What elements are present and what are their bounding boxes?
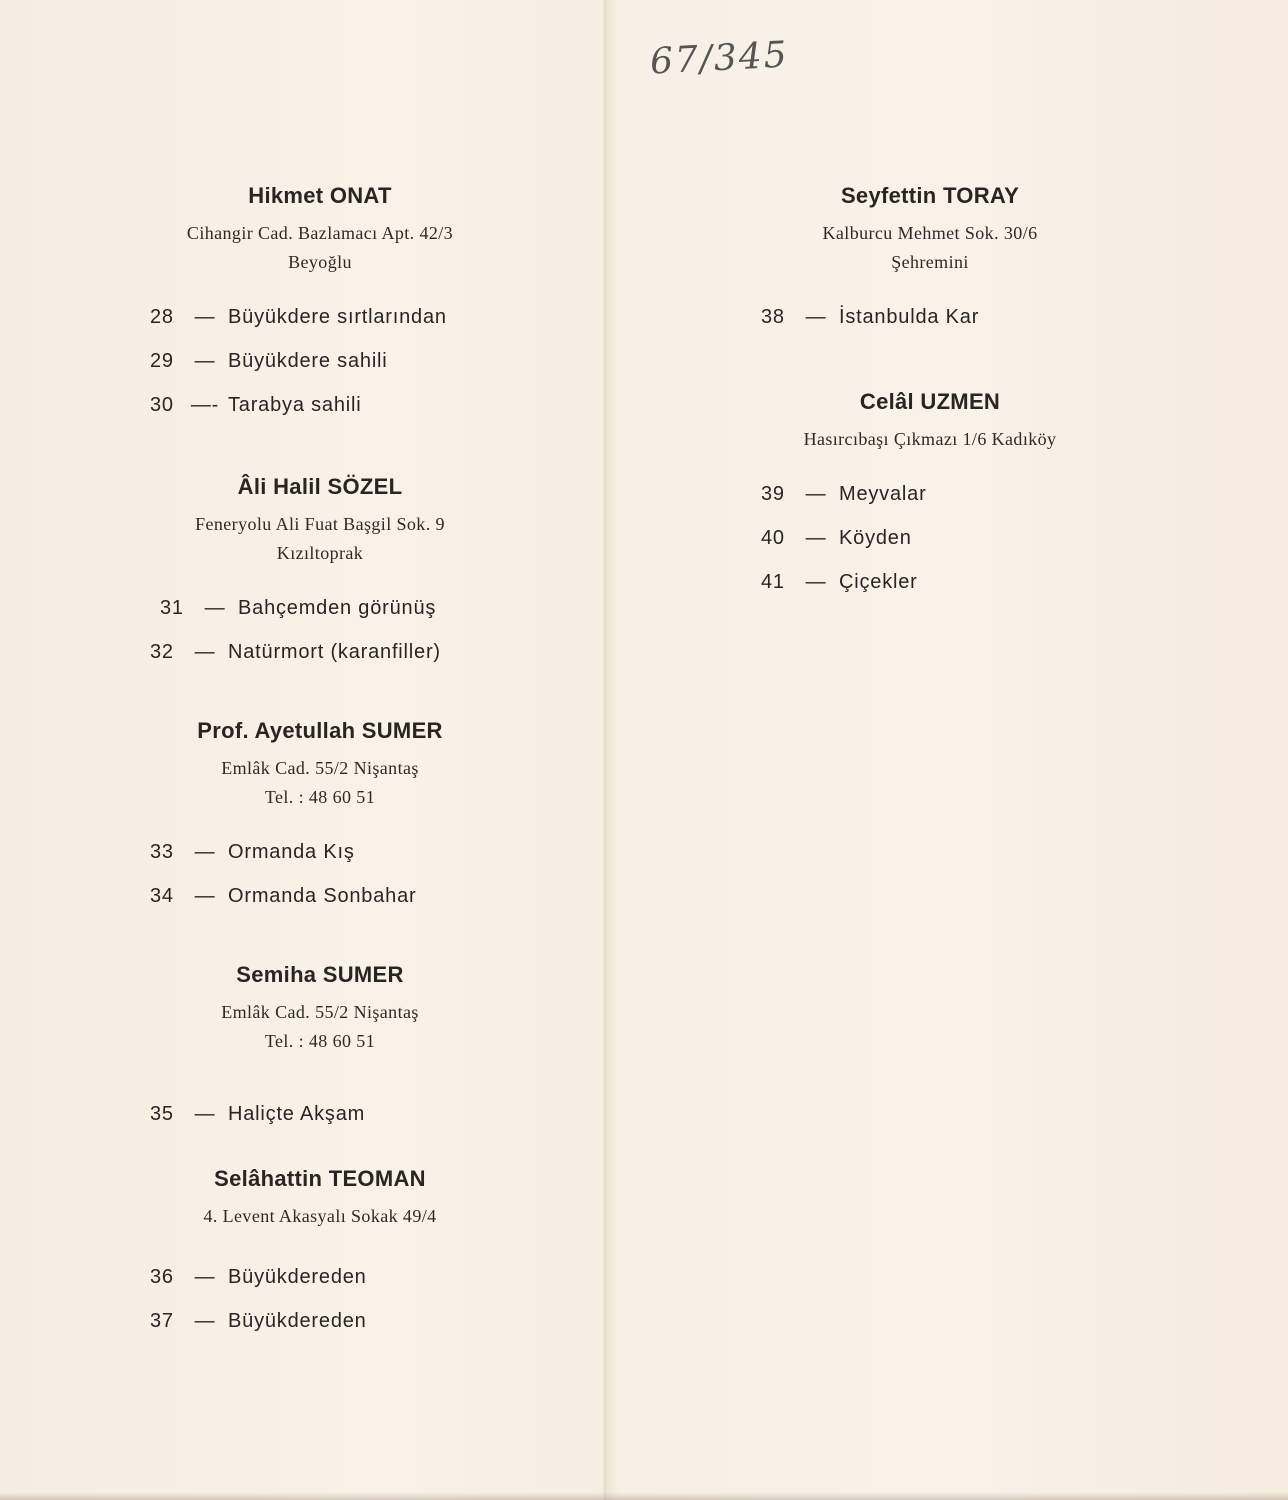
handwritten-catalog-number: 67/345 <box>649 34 790 83</box>
work-item <box>761 472 1105 516</box>
work-dash: — <box>194 641 216 663</box>
work-title: Büyükdereden <box>228 1310 367 1332</box>
work-title: Bahçemden görünüş <box>238 597 437 619</box>
works-list <box>150 1255 510 1343</box>
address-line: Emlâk Cad. 55/2 Nişantaş <box>221 758 419 778</box>
work-dash: — <box>194 1266 216 1288</box>
work-number: 28 <box>150 306 174 328</box>
artist-name: Prof. Ayetullah SUMER <box>197 718 443 743</box>
work-dash: —- <box>190 394 220 416</box>
artist-address <box>130 510 510 568</box>
address-line: Emlâk Cad. 55/2 Nişantaş <box>221 1002 419 1022</box>
work-title: Tarabya sahili <box>228 394 362 416</box>
work-title: Haliçte Akşam <box>228 1103 366 1125</box>
artist-entry <box>130 1166 510 1343</box>
artist-name: Hikmet ONAT <box>248 183 392 208</box>
work-item <box>150 295 510 339</box>
artist-entry <box>755 389 1105 604</box>
artist-name: Selâhattin TEOMAN <box>214 1166 426 1191</box>
work-item <box>150 1092 510 1136</box>
works-list <box>150 295 510 427</box>
work-number: 39 <box>761 483 785 505</box>
address-line: Kalburcu Mehmet Sok. 30/6 <box>822 223 1038 243</box>
page-fold-line <box>603 0 607 1500</box>
work-number: 37 <box>150 1310 174 1332</box>
address-line: Hasırcıbaşı Çıkmazı 1/6 Kadıköy <box>803 429 1057 449</box>
artist-entry <box>130 183 510 427</box>
address-line: Şehremini <box>891 252 969 272</box>
works-list <box>761 295 1105 339</box>
works-list <box>761 472 1105 604</box>
artist-address <box>130 754 510 812</box>
address-line: Cihangir Cad. Bazlamacı Apt. 42/3 <box>186 223 454 243</box>
work-dash: — <box>194 350 216 372</box>
address-line: Tel. : 48 60 51 <box>264 1031 376 1051</box>
work-item <box>150 874 510 918</box>
works-list <box>150 830 510 918</box>
address-line: Feneryolu Ali Fuat Başgil Sok. 9 <box>195 514 445 534</box>
work-dash: — <box>194 306 216 328</box>
artist-name: Âli Halil SÖZEL <box>237 474 403 499</box>
artist-entry <box>130 962 510 1136</box>
address-line: Beyoğlu <box>288 252 352 272</box>
work-title: Çiçekler <box>839 571 918 593</box>
artist-name: Seyfettin TORAY <box>840 183 1020 208</box>
work-item <box>150 1299 510 1343</box>
work-dash: — <box>194 885 216 907</box>
work-dash: — <box>805 571 827 593</box>
work-item <box>150 830 510 874</box>
work-title: Büyükdere sırtlarından <box>228 306 447 328</box>
work-dash: — <box>805 483 827 505</box>
work-number: 29 <box>150 350 174 372</box>
work-dash: — <box>194 841 216 863</box>
address-line: Tel. : 48 60 51 <box>264 787 376 807</box>
work-title: Meyvalar <box>839 483 927 505</box>
works-list <box>150 1092 510 1136</box>
work-item <box>150 383 510 427</box>
work-title: İstanbulda Kar <box>839 306 980 328</box>
work-item <box>150 339 510 383</box>
work-number: 41 <box>761 571 785 593</box>
work-title: Köyden <box>839 527 912 549</box>
work-item <box>761 560 1105 604</box>
work-number: 38 <box>761 306 785 328</box>
address-line: Kızıltoprak <box>276 543 364 563</box>
work-item <box>160 586 510 630</box>
work-title: Natürmort (karanfiller) <box>228 641 441 663</box>
artist-entry <box>130 474 510 674</box>
work-number: 31 <box>160 597 184 619</box>
artist-name: Semiha SUMER <box>236 962 404 987</box>
work-dash: — <box>194 1103 216 1125</box>
artist-address <box>755 425 1105 454</box>
artist-address <box>755 219 1105 277</box>
work-item <box>150 1255 510 1299</box>
work-dash: — <box>805 527 827 549</box>
work-title: Ormanda Sonbahar <box>228 885 417 907</box>
address-line: 4. Levent Akasyalı Sokak 49/4 <box>203 1206 437 1226</box>
work-number: 34 <box>150 885 174 907</box>
work-number: 30 <box>150 394 174 416</box>
artist-address <box>130 998 510 1056</box>
work-number: 40 <box>761 527 785 549</box>
work-number: 32 <box>150 641 174 663</box>
artist-address <box>130 219 510 277</box>
artist-address <box>130 1202 510 1231</box>
artist-entry <box>130 718 510 918</box>
artist-entry <box>755 183 1105 339</box>
work-dash: — <box>194 1310 216 1332</box>
work-item <box>150 630 510 674</box>
work-number: 33 <box>150 841 174 863</box>
work-title: Büyükdereden <box>228 1266 367 1288</box>
artist-name: Celâl UZMEN <box>859 389 1001 414</box>
work-number: 36 <box>150 1266 174 1288</box>
paper-bottom-edge <box>0 1492 1288 1500</box>
works-list <box>150 586 510 674</box>
work-title: Ormanda Kış <box>228 841 355 863</box>
work-item <box>761 295 1105 339</box>
work-dash: — <box>204 597 226 619</box>
work-title: Büyükdere sahili <box>228 350 388 372</box>
work-number: 35 <box>150 1103 174 1125</box>
work-item <box>761 516 1105 560</box>
work-dash: — <box>805 306 827 328</box>
